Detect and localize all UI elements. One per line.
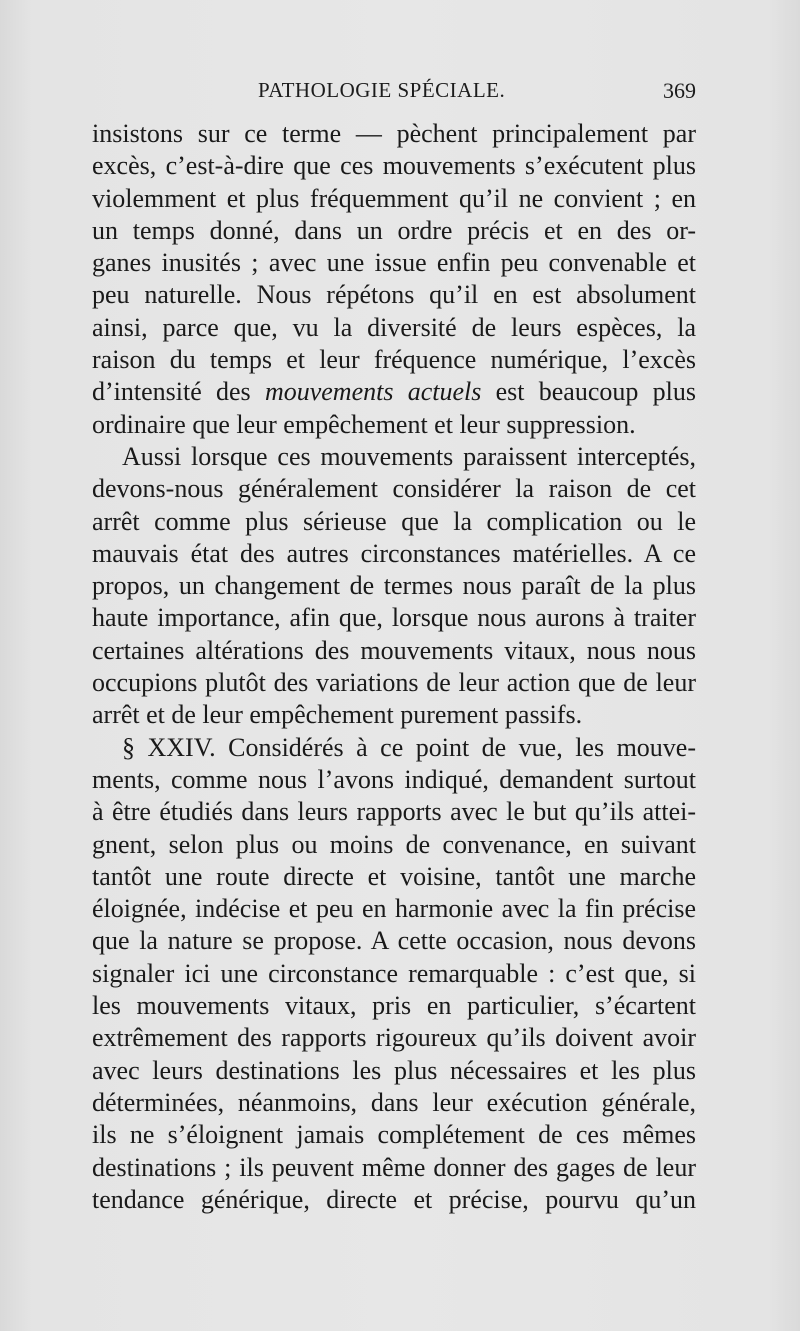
text-line: violemment et plus fréquemment qu’il ne convient ; en: [92, 183, 696, 213]
text-line: déterminées, néanmoins, dans leur exécution générale,: [92, 1087, 696, 1117]
text-line: ils ne s’éloignent jamais complétement de ces mêmes: [92, 1120, 696, 1150]
text-segment: est beaucoup plus: [495, 377, 696, 407]
text-line: excès, c’est-à-dire que ces mouvements s’exécutent plus: [92, 151, 696, 181]
text-line: à être étudiés dans leurs rapports avec le but qu’ils attei-: [92, 797, 696, 827]
text-line: tendance générique, directe et précise, pourvu qu’un: [92, 1184, 696, 1214]
text-line-with-italic: [92, 376, 696, 408]
text-line: gnent, selon plus ou moins de convenance, en suivant: [92, 829, 696, 859]
text-line: ments, comme nous l’avons indiqué, demandent surtout: [92, 764, 696, 794]
text-line: que la nature se propose. A cette occasion, nous devons: [92, 926, 696, 956]
text-line: arrêt et de leur empêchement purement passifs.: [92, 700, 583, 730]
text-line: devons-nous généralement considérer la raison de cet: [92, 474, 696, 504]
text-line: occupions plutôt des variations de leur action que de leur: [92, 668, 696, 698]
text-line: peu naturelle. Nous répétons qu’il en est absolument: [92, 280, 696, 310]
text-line: arrêt comme plus sérieuse que la complication ou le: [92, 506, 696, 536]
text-line: les mouvements vitaux, pris en particulier, s’écartent: [92, 991, 696, 1021]
text-line: ainsi, parce que, vu la diversité de leurs espèces, la: [92, 312, 696, 342]
text-line: ordinaire que leur empêchement et leur suppression.: [92, 409, 636, 439]
text-line: avec leurs destinations les plus nécessaires et les plus: [92, 1055, 696, 1085]
text-line: propos, un changement de termes nous paraît de la plus: [92, 571, 696, 601]
text-line: insistons sur ce terme — pèchent principalement par: [92, 119, 696, 148]
section-heading-line: § XXIV. Considérés à ce point de vue, les mouve-: [122, 732, 696, 762]
text-line: raison du temps et leur fréquence numérique, l’excès: [92, 345, 696, 375]
italic-phrase: mouvements actuels: [264, 377, 482, 407]
text-line: éloignée, indécise et peu en harmonie avec la fin précise: [92, 894, 696, 924]
paragraph-first-line: Aussi lorsque ces mouvements paraissent interceptés,: [122, 441, 696, 471]
text-segment: d’intensité des: [92, 377, 251, 407]
page-header: [90, 78, 702, 108]
text-line: ganes inusités ; avec une issue enfin peu convenable et: [92, 248, 696, 278]
text-line: mauvais état des autres circonstances matérielles. A ce: [92, 538, 696, 568]
running-head: PATHOLOGIE SPÉCIALE.: [258, 78, 506, 102]
text-line: haute importance, afin que, lorsque nous aurons à traiter: [92, 603, 696, 633]
text-line: destinations ; ils peuvent même donner des gages de leur: [92, 1152, 696, 1182]
text-line: certaines altérations des mouvements vitaux, nous nous: [92, 635, 696, 665]
text-line: un temps donné, dans un ordre précis et en des or-: [92, 215, 696, 245]
text-line: extrêmement des rapports rigoureux qu’ils doivent avoir: [92, 1023, 696, 1053]
body-text: [92, 118, 696, 1216]
text-line: signaler ici une circonstance remarquable : c’est que, si: [92, 958, 696, 988]
page-number: 369: [663, 78, 696, 103]
text-line: tantôt une route directe et voisine, tantôt une marche: [92, 861, 696, 891]
